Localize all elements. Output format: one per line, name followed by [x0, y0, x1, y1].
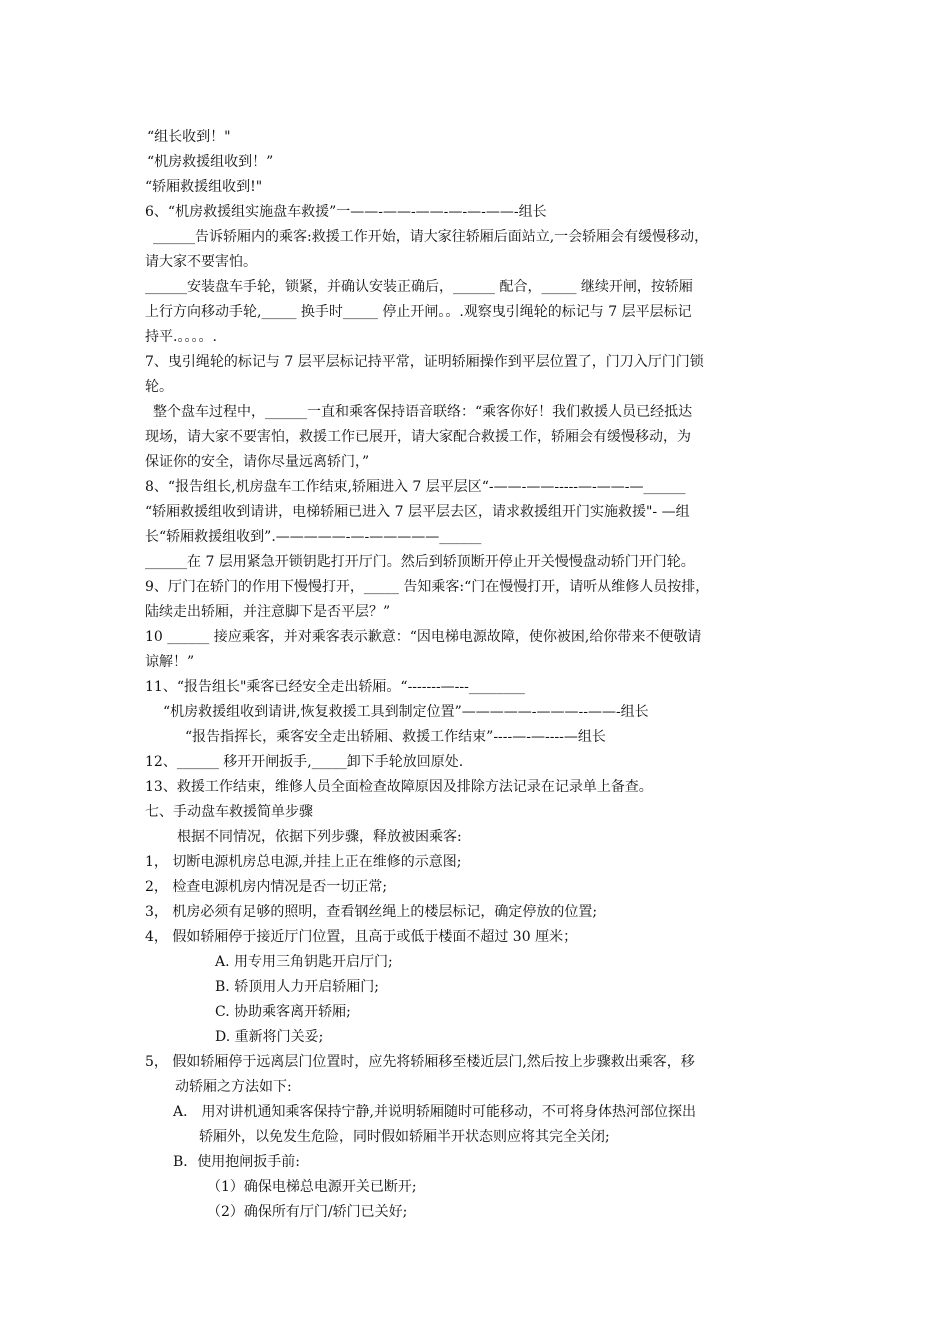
text-line: 轮。: [145, 379, 173, 395]
text-line: ______安装盘车手轮，锁紧，并确认安装正确后，______ 配合，_____ 继续开闸，按轿厢: [145, 279, 693, 295]
text-line: 9、厅门在轿门的作用下慢慢打开，_____ 告知乘客:“门在慢慢打开，请听从维修人员按排，: [145, 579, 710, 595]
text-line: 动轿厢之方法如下:: [175, 1079, 292, 1095]
text-line: “机房救援组收到！”: [147, 154, 274, 170]
list-item: 2， 检查电源机房内情况是否一切正常;: [145, 879, 388, 895]
text-line: “轿厢救援组收到!": [145, 179, 263, 195]
sub-list-item: C. 协助乘客离开轿厢;: [215, 1004, 351, 1020]
text-line: 11、“报告组长"乘客已经安全走出轿厢。“-------—---________: [145, 679, 525, 695]
text-line: 长“轿厢救援组收到”.—————-—-—————______: [145, 529, 482, 545]
sub-list-item: B．使用抱闸扳手前:: [173, 1154, 301, 1170]
text-line: 现场，请大家不要害怕，救援工作已展开，请大家配合救援工作，轿厢会有缓慢移动，为: [145, 429, 691, 445]
text-line: 轿厢外，以免发生危险，同时假如轿厢半开状态则应将其完全关闭;: [199, 1129, 610, 1145]
text-line: 请大家不要害怕。: [145, 254, 257, 270]
text-line: 陆续走出轿厢，并注意脚下是否平层？”: [145, 604, 391, 620]
text-line: 上行方向移动手轮,_____ 换手时_____ 停止开闸。。.观察曳引绳轮的标记与 7 层平层标记: [145, 304, 692, 320]
text-line: 7、曳引绳轮的标记与 7 层平层标记持平常，证明轿厢操作到平层位置了，门刀入厅门门锁: [145, 354, 704, 370]
text-line: “组长收到！": [147, 129, 231, 145]
text-line: 整个盘车过程中，______一直和乘客保持语音联络：“乘客你好！我们救援人员已经抵达: [153, 404, 693, 420]
text-line: 持平.。。。。.: [145, 329, 217, 345]
text-line: “报告指挥长，乘客安全走出轿厢、救援工作结束”----—-—----—组长: [185, 729, 606, 745]
sub-list-item: D. 重新将门关妥;: [215, 1029, 324, 1045]
sub-list-item: A. 用专用三角钥匙开启厅门;: [215, 954, 393, 970]
text-line: 10 ______ 接应乘客，并对乘客表示歉意：“因电梯电源故障，使你被困,给你带来不便敬请: [145, 629, 702, 645]
sub-list-item: （1）确保电梯总电源开关已断开;: [207, 1179, 417, 1195]
sub-list-item: A． 用对讲机通知乘客保持宁静,并说明轿厢随时可能移动，不可将身体热河部位探出: [173, 1104, 697, 1120]
text-line: 6、“机房救援组实施盘车救援”一——-——-——-—-—-——-组长: [145, 204, 547, 220]
text-line: ______告诉轿厢内的乘客:救援工作开始，请大家往轿厢后面站立,一会轿厢会有缓慢移动，: [153, 229, 709, 245]
text-line: 12、______ 移开开闸扳手,_____卸下手轮放回原处.: [145, 754, 464, 770]
list-item: 3， 机房必须有足够的照明，查看钢丝绳上的楼层标记，确定停放的位置;: [145, 904, 598, 920]
text-line: 谅解！”: [145, 654, 195, 670]
text-line: 根据不同情况，依据下列步骤，释放被困乘客:: [177, 829, 462, 845]
list-item: 5， 假如轿厢停于远离层门位置时，应先将轿厢移至楼近层门,然后按上步骤救出乘客，移: [145, 1054, 695, 1070]
text-line: 8、“报告组长,机房盘车工作结束,轿厢进入 7 层平层区“-——-——-----—-——-—______: [145, 479, 686, 495]
text-line: “机房救援组收到请讲,恢复救援工具到制定位置”—————-———--——-组长: [163, 704, 649, 720]
sub-list-item: B. 轿顶用人力开启轿厢门;: [215, 979, 379, 995]
text-line: ______在 7 层用紧急开锁钥匙打开厅门。然后到轿顶断开停止开关慢慢盘动轿门开门轮。: [145, 554, 695, 570]
text-line: 保证你的安全，请你尽量远离轿门，”: [145, 454, 370, 470]
list-item: 1， 切断电源机房总电源,并挂上正在维修的示意图;: [145, 854, 462, 870]
list-item: 4， 假如轿厢停于接近厅门位置，且高于或低于楼面不超过 30 厘米；: [145, 929, 578, 945]
sub-list-item: （2）确保所有厅门/轿门已关好;: [207, 1204, 408, 1220]
text-line: 13、救援工作结束，维修人员全面检查故障原因及排除方法记录在记录单上备查。: [145, 779, 653, 795]
text-line: “轿厢救援组收到请讲，电梯轿厢已进入 7 层平层去区，请求救援组开门实施救援"- —组: [145, 504, 690, 520]
section-heading: 七、手动盘车救援简单步骤: [145, 804, 313, 820]
